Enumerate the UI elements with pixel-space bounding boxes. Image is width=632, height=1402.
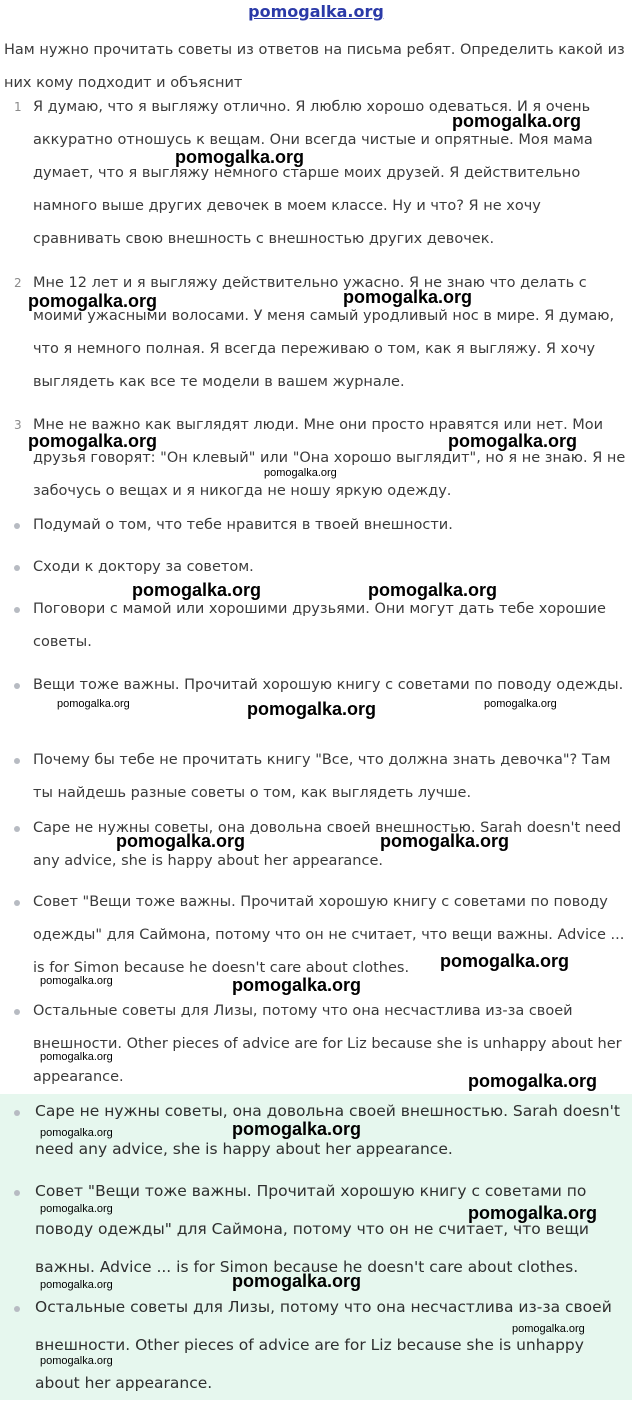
watermark: pomogalka.org [247,699,377,719]
letter-number: 1 [14,100,22,114]
watermark: pomogalka.org [40,1355,113,1367]
watermark: pomogalka.org [232,975,362,995]
watermark: pomogalka.org [468,1071,598,1091]
watermark: pomogalka.org [232,1119,362,1139]
watermark: pomogalka.org [468,1203,598,1223]
bullet-icon [14,1306,20,1312]
letter-number: 2 [14,276,22,290]
watermark: pomogalka.org [484,698,557,710]
bullet-icon [14,900,20,906]
watermark: pomogalka.org [452,111,582,131]
watermark: pomogalka.org [343,287,473,307]
bullet-icon [14,1190,20,1196]
watermark: pomogalka.org [40,1127,113,1139]
advice-text: Совет "Вещи тоже важны. Прочитай хорошую книгу с советами по поводу одежды" для Саймона, потому что он не считает, что вещи важны. Advice ... is for Simon because he doesn't care about clothes. [33,894,625,976]
watermark: pomogalka.org [175,147,305,167]
answer-text: Остальные советы для Лизы, потому что она несчастлива из-за своей внешности. Other pieces of advice are for Liz because she is unhappy about her appearance. [35,1298,612,1392]
watermark: pomogalka.org [40,1279,113,1291]
advice-text: Почему бы тебе не прочитать книгу "Все, что должна знать девочка"? Там ты найдешь разные советы о том, как выглядеть лучше. [33,752,611,801]
site-header-link[interactable]: pomogalka.org [248,2,384,21]
advice-text: Поговори с мамой или хорошими друзьями. Они могут дать тебе хорошие советы. [33,601,606,650]
advice-text: Саре не нужны советы, она довольна своей внешностью. Sarah doesn't need any advice, she is happy about her appearance. [33,820,622,869]
watermark: pomogalka.org [28,431,158,451]
bullet-icon [14,1009,20,1015]
advice-text: Вещи тоже важны. Прочитай хорошую книгу с советами по поводу одежды. [33,677,624,693]
watermark: pomogalka.org [368,580,498,600]
advice-text: Сходи к доктору за советом. [33,559,254,575]
watermark: pomogalka.org [512,1323,585,1335]
letter-text: Я думаю, что я выгляжу отлично. Я люблю хорошо одеваться. И я очень аккуратно отношусь к вещам. Они всегда чистые и опрятные. Моя мама думает, что я выгляжу немного старше моих друзей. Я действительно намного выше других девочек в моем классе. Ну и что? Я не хочу сравнивать свою внешность с внешностью других девочек. [33,99,593,247]
bullet-icon [14,565,20,571]
question-intro: Нам нужно прочитать советы из ответов на письма ребят. Определить какой из них кому подходит и объяснит [4,42,625,91]
letter-number: 3 [14,418,22,432]
watermark: pomogalka.org [440,951,570,971]
bullet-icon [14,607,20,613]
answer-text: Совет "Вещи тоже важны. Прочитай хорошую книгу с советами по поводу одежды" для Саймона, потому что он не считает, что вещи важны. Advice ... is for Simon because he doesn't care about clothes. [35,1182,589,1276]
advice-text: Остальные советы для Лизы, потому что она несчастлива из-за своей внешности. Other pieces of advice are for Liz because she is unhappy about her appearance. [33,1003,622,1085]
watermark: pomogalka.org [40,1203,113,1215]
watermark: pomogalka.org [448,431,578,451]
watermark: pomogalka.org [232,1271,362,1291]
letter-text: Мне не важно как выглядят люди. Мне они просто нравятся или нет. Мои друзья говорят: "Он клевый" или "Она хорошо выглядит", но я не знаю. Я не забочусь о вещах и я никогда не ношу яркую одежду. [33,417,626,499]
watermark: pomogalka.org [116,831,246,851]
advice-text: Подумай о том, что тебе нравится в твоей внешности. [33,517,453,533]
bullet-icon [14,826,20,832]
watermark: pomogalka.org [40,975,113,987]
bullet-icon [14,758,20,764]
watermark: pomogalka.org [57,698,130,710]
bullet-icon [14,683,20,689]
watermark: pomogalka.org [264,467,337,479]
watermark: pomogalka.org [380,831,510,851]
bullet-icon [14,523,20,529]
letter-text: Мне 12 лет и я выгляжу действительно ужасно. Я не знаю что делать с моими ужасными волосами. У меня самый уродливый нос в мире. Я думаю, что я немного полная. Я всегда переживаю о том, как я выгляжу. Я хочу выглядеть как все те модели в вашем журнале. [33,275,615,390]
watermark: pomogalka.org [40,1051,113,1063]
bullet-icon [14,1110,20,1116]
answer-text: Саре не нужны советы, она довольна своей внешностью. Sarah doesn't need any advice, she is happy about her appearance. [35,1102,620,1158]
watermark: pomogalka.org [132,580,262,600]
watermark: pomogalka.org [28,291,158,311]
